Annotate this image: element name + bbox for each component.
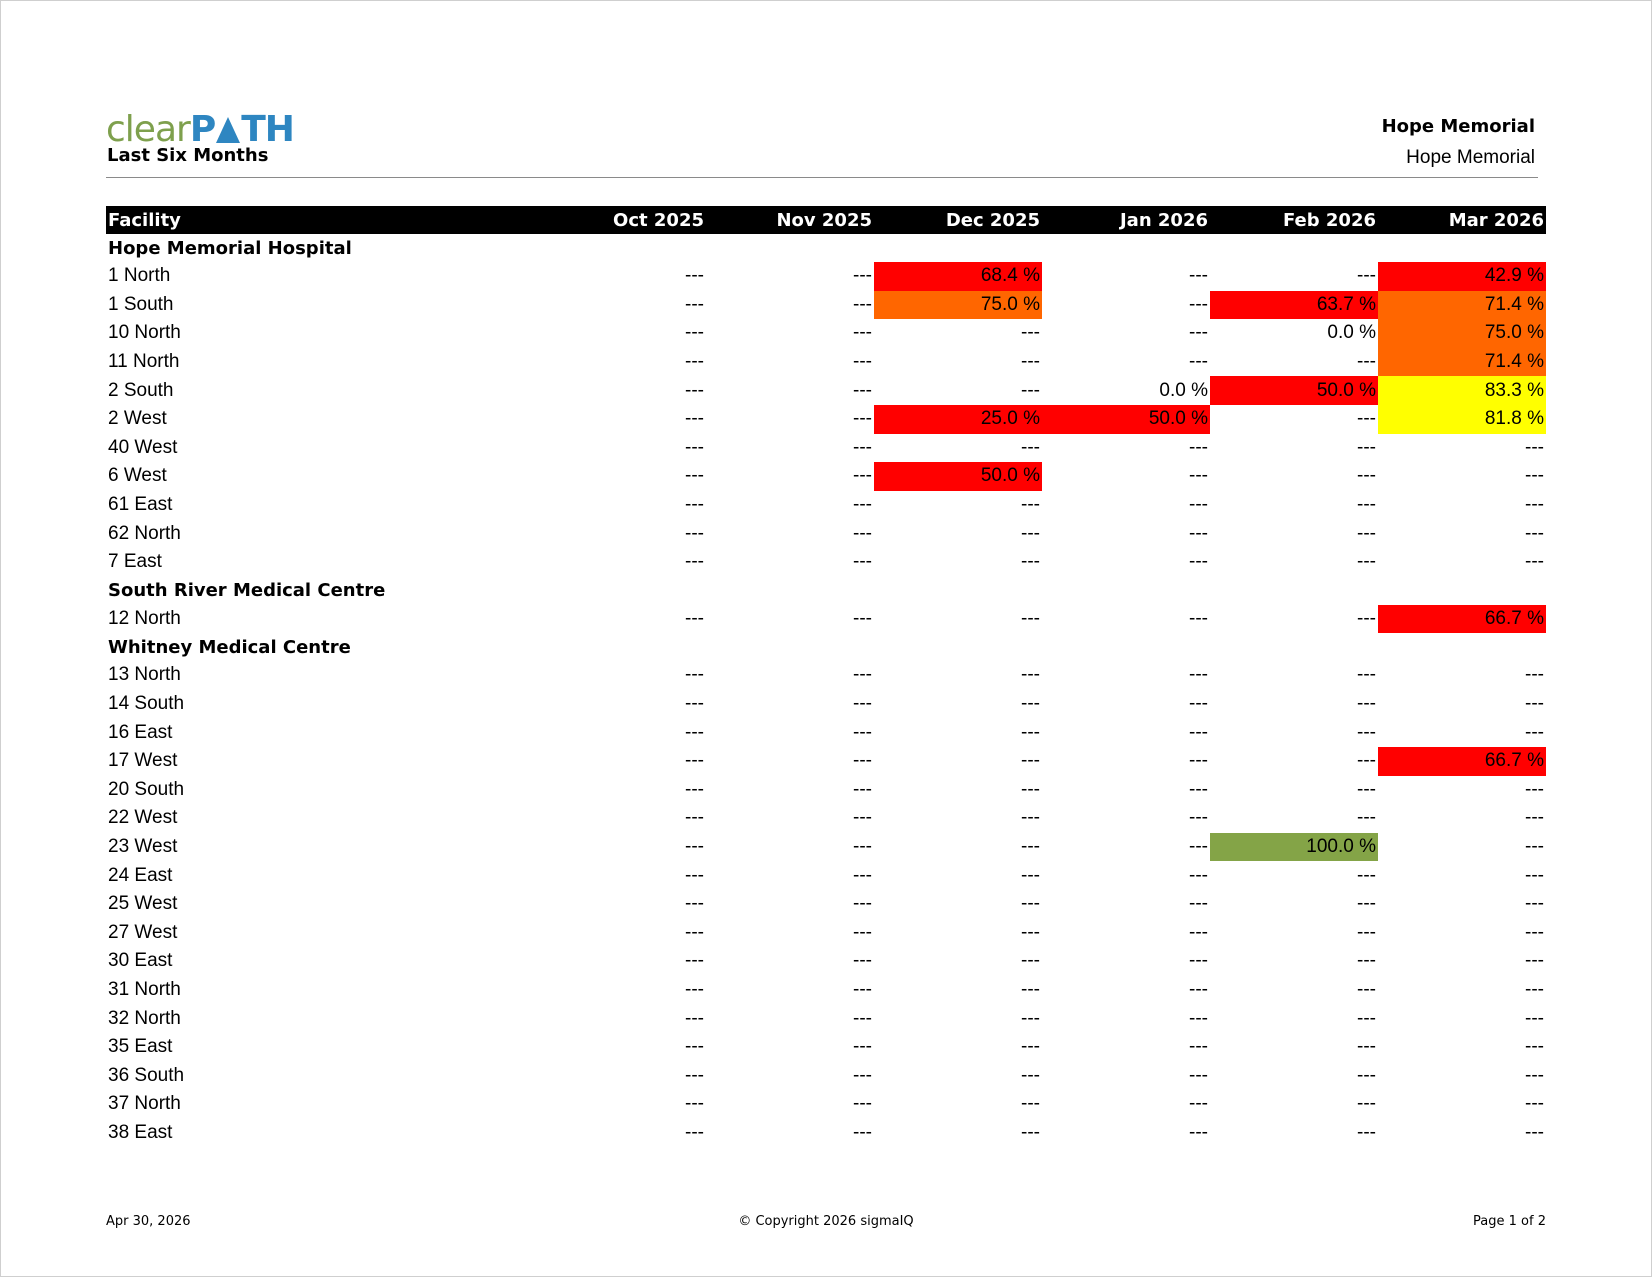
value-cell: 0.0 % bbox=[1327, 322, 1376, 344]
value-cell: --- bbox=[685, 607, 704, 629]
unit-name-cell: 12 North bbox=[108, 607, 181, 629]
value-cell: --- bbox=[1525, 1036, 1544, 1058]
value-cell: --- bbox=[685, 465, 704, 487]
value-cell: --- bbox=[685, 978, 704, 1000]
value-cell: --- bbox=[853, 921, 872, 943]
value-cell: --- bbox=[1189, 978, 1208, 1000]
value-cell: --- bbox=[1189, 1007, 1208, 1029]
value-cell: --- bbox=[685, 408, 704, 430]
value-cell: --- bbox=[853, 607, 872, 629]
value-cell: --- bbox=[1525, 893, 1544, 915]
value-cell: --- bbox=[853, 522, 872, 544]
value-cell: --- bbox=[1021, 1036, 1040, 1058]
value-cell: 66.7 % bbox=[1378, 747, 1546, 776]
value-cell: --- bbox=[1357, 465, 1376, 487]
value-cell: --- bbox=[1021, 1007, 1040, 1029]
value-cell: --- bbox=[853, 1121, 872, 1143]
value-cell: --- bbox=[1021, 721, 1040, 743]
value-cell: --- bbox=[685, 693, 704, 715]
value-cell: --- bbox=[1189, 522, 1208, 544]
unit-name-cell: 31 North bbox=[108, 978, 181, 1000]
table-row bbox=[106, 890, 1546, 919]
value-cell: --- bbox=[853, 807, 872, 829]
logo-text-clear: clear bbox=[106, 109, 190, 150]
value-cell: --- bbox=[1357, 1007, 1376, 1029]
facility-group-name: Hope Memorial Hospital bbox=[108, 237, 352, 259]
facility-group-row bbox=[106, 633, 1546, 661]
value-cell: --- bbox=[1189, 494, 1208, 516]
value-cell: --- bbox=[1357, 522, 1376, 544]
value-cell: --- bbox=[1525, 978, 1544, 1000]
value-cell: --- bbox=[1021, 978, 1040, 1000]
facility-group-row bbox=[106, 234, 1546, 262]
value-cell: --- bbox=[1525, 522, 1544, 544]
value-cell: 71.4 % bbox=[1378, 291, 1546, 320]
unit-name-cell: 7 East bbox=[108, 551, 162, 573]
value-cell: --- bbox=[685, 436, 704, 458]
table-row bbox=[106, 434, 1546, 463]
table-row bbox=[106, 718, 1546, 747]
value-cell: --- bbox=[685, 293, 704, 315]
value-cell: 42.9 % bbox=[1378, 262, 1546, 291]
value-cell: --- bbox=[1357, 664, 1376, 686]
column-header-month: Dec 2025 bbox=[874, 206, 1042, 234]
value-cell: --- bbox=[853, 1093, 872, 1115]
value-cell: 68.4 % bbox=[874, 262, 1042, 291]
unit-name-cell: 37 North bbox=[108, 1093, 181, 1115]
value-cell: --- bbox=[1189, 921, 1208, 943]
value-cell: --- bbox=[1021, 1064, 1040, 1086]
value-cell: --- bbox=[1189, 293, 1208, 315]
value-cell: --- bbox=[1021, 664, 1040, 686]
value-cell: --- bbox=[853, 864, 872, 886]
unit-name-cell: 2 South bbox=[108, 379, 174, 401]
value-cell: --- bbox=[1525, 778, 1544, 800]
footer-copyright: © Copyright 2026 sigmaIQ bbox=[738, 1214, 914, 1229]
value-cell: --- bbox=[1021, 693, 1040, 715]
unit-name-cell: 23 West bbox=[108, 835, 178, 857]
table-row bbox=[106, 976, 1546, 1005]
value-cell: --- bbox=[853, 978, 872, 1000]
value-cell: --- bbox=[685, 864, 704, 886]
value-cell: --- bbox=[685, 1007, 704, 1029]
table-row bbox=[106, 1090, 1546, 1119]
value-cell: 81.8 % bbox=[1378, 405, 1546, 434]
unit-name-cell: 38 East bbox=[108, 1121, 173, 1143]
value-cell: --- bbox=[1525, 494, 1544, 516]
value-cell: --- bbox=[685, 351, 704, 373]
unit-name-cell: 25 West bbox=[108, 893, 178, 915]
table-row bbox=[106, 776, 1546, 805]
value-cell: --- bbox=[685, 522, 704, 544]
value-cell: --- bbox=[1021, 551, 1040, 573]
unit-name-cell: 30 East bbox=[108, 950, 173, 972]
value-cell: --- bbox=[1357, 351, 1376, 373]
table-row bbox=[106, 405, 1546, 434]
value-cell: 75.0 % bbox=[874, 291, 1042, 320]
value-cell: --- bbox=[1357, 750, 1376, 772]
value-cell: --- bbox=[853, 293, 872, 315]
value-cell: --- bbox=[1021, 807, 1040, 829]
logo-arrow-icon bbox=[216, 117, 240, 143]
table-header-row bbox=[106, 206, 1546, 234]
column-header-month: Oct 2025 bbox=[538, 206, 706, 234]
unit-name-cell: 22 West bbox=[108, 807, 178, 829]
value-cell: 63.7 % bbox=[1210, 291, 1378, 320]
value-cell: --- bbox=[1021, 322, 1040, 344]
value-cell: --- bbox=[1525, 1007, 1544, 1029]
value-cell: --- bbox=[685, 835, 704, 857]
value-cell: --- bbox=[1021, 778, 1040, 800]
value-cell: --- bbox=[1189, 265, 1208, 287]
table-row bbox=[106, 491, 1546, 520]
value-cell: --- bbox=[1357, 408, 1376, 430]
value-cell: 100.0 % bbox=[1210, 833, 1378, 862]
value-cell: 50.0 % bbox=[874, 462, 1042, 491]
unit-name-cell: 24 East bbox=[108, 864, 173, 886]
value-cell: 0.0 % bbox=[1159, 379, 1208, 401]
column-header-month: Jan 2026 bbox=[1042, 206, 1210, 234]
table-row bbox=[106, 690, 1546, 719]
value-cell: --- bbox=[1021, 522, 1040, 544]
value-cell: --- bbox=[1189, 322, 1208, 344]
value-cell: --- bbox=[853, 664, 872, 686]
value-cell: --- bbox=[853, 322, 872, 344]
value-cell: --- bbox=[1357, 950, 1376, 972]
table-row bbox=[106, 747, 1546, 776]
value-cell: --- bbox=[1021, 835, 1040, 857]
value-cell: --- bbox=[853, 893, 872, 915]
value-cell: --- bbox=[1357, 721, 1376, 743]
value-cell: --- bbox=[1189, 750, 1208, 772]
value-cell: --- bbox=[1021, 494, 1040, 516]
unit-name-cell: 61 East bbox=[108, 494, 173, 516]
value-cell: --- bbox=[1357, 893, 1376, 915]
value-cell: 66.7 % bbox=[1378, 605, 1546, 634]
table-row bbox=[106, 548, 1546, 577]
value-cell: --- bbox=[853, 1007, 872, 1029]
value-cell: --- bbox=[685, 921, 704, 943]
value-cell: --- bbox=[1189, 1064, 1208, 1086]
value-cell: --- bbox=[1525, 465, 1544, 487]
value-cell: 71.4 % bbox=[1378, 348, 1546, 377]
value-cell: --- bbox=[1525, 551, 1544, 573]
value-cell: --- bbox=[1525, 1064, 1544, 1086]
value-cell: --- bbox=[1525, 921, 1544, 943]
value-cell: --- bbox=[1021, 893, 1040, 915]
table-row bbox=[106, 348, 1546, 377]
table-row bbox=[106, 947, 1546, 976]
value-cell: --- bbox=[853, 465, 872, 487]
value-cell: --- bbox=[853, 950, 872, 972]
value-cell: --- bbox=[1021, 436, 1040, 458]
value-cell: --- bbox=[1021, 750, 1040, 772]
value-cell: --- bbox=[1525, 436, 1544, 458]
column-header-month: Mar 2026 bbox=[1378, 206, 1546, 234]
value-cell: 75.0 % bbox=[1378, 319, 1546, 348]
table-row bbox=[106, 861, 1546, 890]
value-cell: --- bbox=[1021, 1093, 1040, 1115]
value-cell: --- bbox=[685, 494, 704, 516]
value-cell: --- bbox=[685, 950, 704, 972]
unit-name-cell: 20 South bbox=[108, 778, 185, 800]
value-cell: --- bbox=[1357, 436, 1376, 458]
unit-name-cell: 62 North bbox=[108, 522, 181, 544]
value-cell: --- bbox=[853, 778, 872, 800]
value-cell: --- bbox=[1021, 921, 1040, 943]
unit-name-cell: 1 South bbox=[108, 293, 174, 315]
value-cell: --- bbox=[685, 379, 704, 401]
value-cell: --- bbox=[1021, 950, 1040, 972]
header-divider bbox=[106, 177, 1538, 178]
table-row bbox=[106, 262, 1546, 291]
column-header-month: Nov 2025 bbox=[706, 206, 874, 234]
value-cell: --- bbox=[685, 893, 704, 915]
value-cell: --- bbox=[1525, 693, 1544, 715]
value-cell: 83.3 % bbox=[1378, 376, 1546, 405]
table-row bbox=[106, 605, 1546, 634]
value-cell: --- bbox=[1357, 494, 1376, 516]
value-cell: --- bbox=[853, 494, 872, 516]
value-cell: --- bbox=[1189, 693, 1208, 715]
value-cell: --- bbox=[685, 750, 704, 772]
value-cell: --- bbox=[685, 1093, 704, 1115]
value-cell: --- bbox=[853, 1064, 872, 1086]
value-cell: --- bbox=[1189, 664, 1208, 686]
value-cell: --- bbox=[853, 551, 872, 573]
value-cell: --- bbox=[1021, 379, 1040, 401]
value-cell: --- bbox=[1357, 1064, 1376, 1086]
value-cell: --- bbox=[685, 807, 704, 829]
unit-name-cell: 40 West bbox=[108, 436, 178, 458]
unit-name-cell: 35 East bbox=[108, 1036, 173, 1058]
value-cell: --- bbox=[1525, 1093, 1544, 1115]
value-cell: --- bbox=[1357, 864, 1376, 886]
value-cell: --- bbox=[1525, 864, 1544, 886]
table-row bbox=[106, 1119, 1546, 1148]
footer-date: Apr 30, 2026 bbox=[106, 1214, 191, 1229]
value-cell: --- bbox=[853, 750, 872, 772]
value-cell: --- bbox=[1189, 551, 1208, 573]
value-cell: --- bbox=[1525, 721, 1544, 743]
footer-page-number: Page 1 of 2 bbox=[1473, 1214, 1546, 1229]
unit-name-cell: 16 East bbox=[108, 721, 173, 743]
value-cell: 50.0 % bbox=[1042, 405, 1210, 434]
unit-name-cell: 36 South bbox=[108, 1064, 185, 1086]
table-row bbox=[106, 462, 1546, 491]
value-cell: --- bbox=[1357, 693, 1376, 715]
logo-text-th: TH bbox=[241, 109, 294, 150]
value-cell: --- bbox=[685, 1036, 704, 1058]
unit-name-cell: 1 North bbox=[108, 265, 171, 287]
value-cell: --- bbox=[1189, 893, 1208, 915]
value-cell: --- bbox=[1357, 265, 1376, 287]
value-cell: --- bbox=[1189, 950, 1208, 972]
table-row bbox=[106, 1033, 1546, 1062]
value-cell: --- bbox=[1357, 1121, 1376, 1143]
value-cell: --- bbox=[853, 693, 872, 715]
facility-group-name: Whitney Medical Centre bbox=[108, 636, 351, 658]
value-cell: --- bbox=[1357, 1093, 1376, 1115]
value-cell: --- bbox=[685, 778, 704, 800]
value-cell: --- bbox=[1525, 950, 1544, 972]
unit-name-cell: 11 North bbox=[108, 351, 180, 373]
value-cell: --- bbox=[1189, 465, 1208, 487]
value-cell: --- bbox=[1189, 807, 1208, 829]
value-cell: --- bbox=[1357, 778, 1376, 800]
value-cell: --- bbox=[1525, 664, 1544, 686]
value-cell: --- bbox=[685, 664, 704, 686]
value-cell: --- bbox=[853, 721, 872, 743]
value-cell: --- bbox=[1189, 721, 1208, 743]
table-row bbox=[106, 319, 1546, 348]
report-table bbox=[106, 206, 1546, 1147]
unit-name-cell: 17 West bbox=[108, 750, 178, 772]
value-cell: --- bbox=[1525, 1121, 1544, 1143]
table-row bbox=[106, 833, 1546, 862]
value-cell: --- bbox=[1357, 978, 1376, 1000]
report-period: Last Six Months bbox=[107, 145, 269, 166]
value-cell: --- bbox=[1021, 351, 1040, 373]
table-row bbox=[106, 291, 1546, 320]
value-cell: --- bbox=[853, 1036, 872, 1058]
value-cell: --- bbox=[1021, 864, 1040, 886]
facility-group-name: South River Medical Centre bbox=[108, 580, 386, 602]
table-row bbox=[106, 1061, 1546, 1090]
clearpath-logo bbox=[106, 110, 294, 150]
value-cell: --- bbox=[853, 436, 872, 458]
value-cell: --- bbox=[853, 379, 872, 401]
column-header-month: Feb 2026 bbox=[1210, 206, 1378, 234]
logo-text-p: P bbox=[189, 109, 216, 150]
hospital-subtitle: Hope Memorial bbox=[1406, 147, 1535, 168]
value-cell: --- bbox=[1189, 1121, 1208, 1143]
unit-name-cell: 14 South bbox=[108, 693, 185, 715]
value-cell: --- bbox=[853, 835, 872, 857]
table-body bbox=[106, 234, 1546, 1147]
unit-name-cell: 13 North bbox=[108, 664, 181, 686]
value-cell: --- bbox=[853, 408, 872, 430]
table-row bbox=[106, 804, 1546, 833]
value-cell: --- bbox=[1525, 807, 1544, 829]
value-cell: --- bbox=[1189, 436, 1208, 458]
facility-group-row bbox=[106, 577, 1546, 605]
value-cell: --- bbox=[1357, 551, 1376, 573]
value-cell: --- bbox=[685, 265, 704, 287]
value-cell: --- bbox=[1357, 607, 1376, 629]
unit-name-cell: 27 West bbox=[108, 921, 178, 943]
value-cell: --- bbox=[1189, 351, 1208, 373]
value-cell: --- bbox=[1357, 1036, 1376, 1058]
table-row bbox=[106, 1004, 1546, 1033]
value-cell: --- bbox=[1357, 921, 1376, 943]
value-cell: --- bbox=[1357, 807, 1376, 829]
unit-name-cell: 32 North bbox=[108, 1007, 181, 1029]
unit-name-cell: 10 North bbox=[108, 322, 181, 344]
value-cell: --- bbox=[1021, 1121, 1040, 1143]
value-cell: --- bbox=[685, 721, 704, 743]
unit-name-cell: 2 West bbox=[108, 408, 167, 430]
value-cell: 50.0 % bbox=[1210, 376, 1378, 405]
column-header-facility: Facility bbox=[106, 206, 538, 234]
value-cell: --- bbox=[1189, 778, 1208, 800]
value-cell: --- bbox=[1189, 1036, 1208, 1058]
unit-name-cell: 6 West bbox=[108, 465, 167, 487]
table-row bbox=[106, 376, 1546, 405]
value-cell: --- bbox=[685, 1121, 704, 1143]
value-cell: --- bbox=[685, 322, 704, 344]
value-cell: --- bbox=[1189, 607, 1208, 629]
value-cell: --- bbox=[1189, 864, 1208, 886]
value-cell: 25.0 % bbox=[874, 405, 1042, 434]
value-cell: --- bbox=[853, 265, 872, 287]
table-row bbox=[106, 519, 1546, 548]
value-cell: --- bbox=[1189, 1093, 1208, 1115]
value-cell: --- bbox=[685, 551, 704, 573]
table-row bbox=[106, 918, 1546, 947]
value-cell: --- bbox=[685, 1064, 704, 1086]
hospital-title: Hope Memorial bbox=[1381, 116, 1535, 137]
value-cell: --- bbox=[1021, 607, 1040, 629]
value-cell: --- bbox=[1189, 835, 1208, 857]
value-cell: --- bbox=[1525, 835, 1544, 857]
value-cell: --- bbox=[853, 351, 872, 373]
table-row bbox=[106, 661, 1546, 690]
